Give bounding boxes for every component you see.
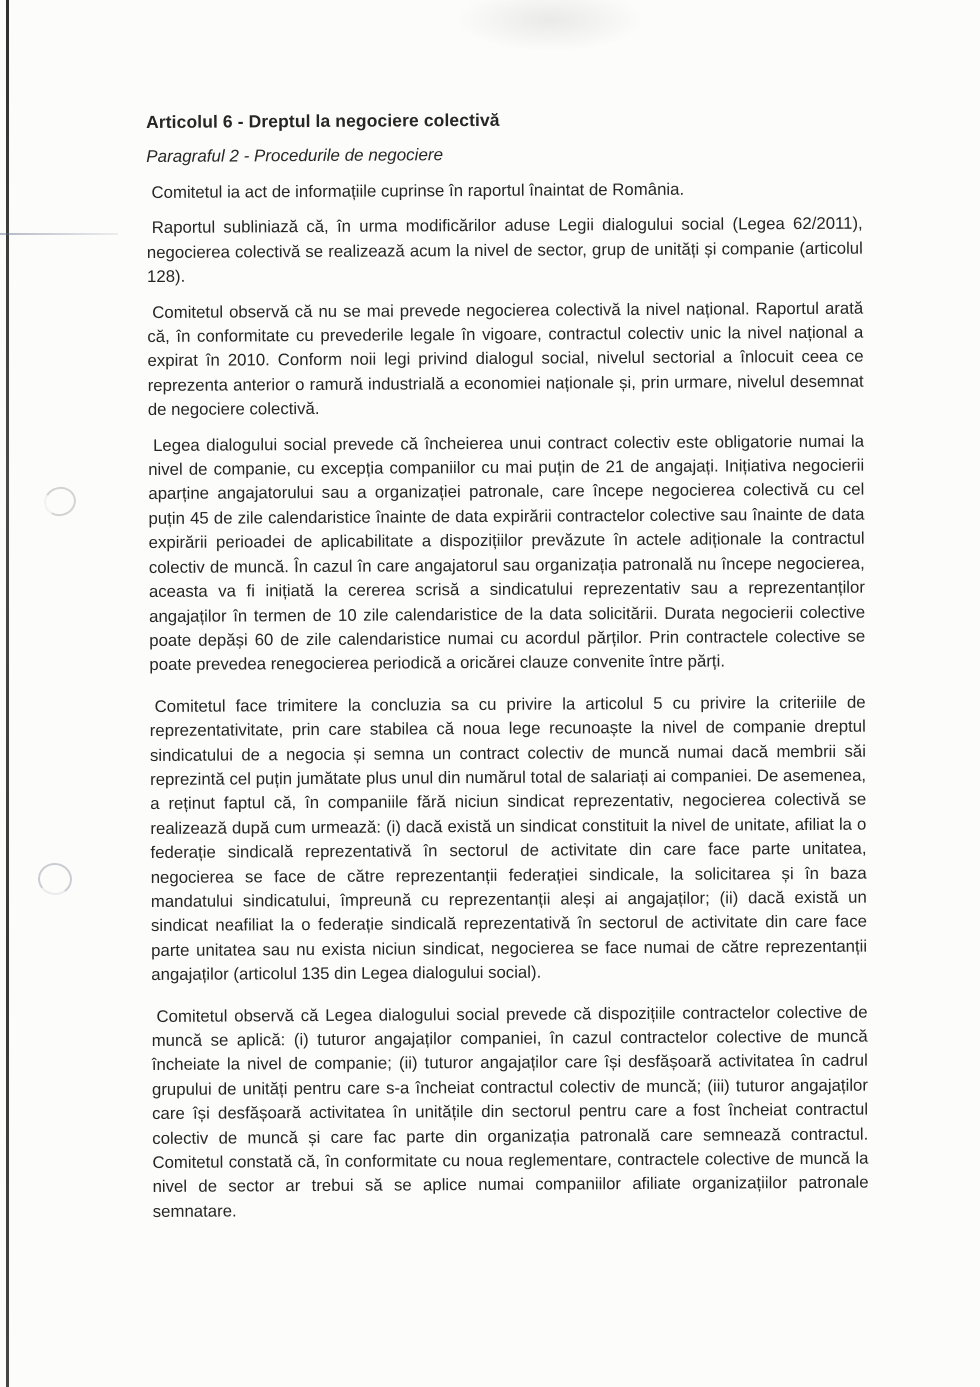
paragraph-social-dialogue-law: Legea dialogului social prevede că încheierea unui contract colectiv este obligatorie numai la nivel de companie, cu excepția companiilor cu mai puțin de 21 de angajați. Inițiativa negocierii aparține angajatorului sau a organizației patronale, care începe negocierea colectivă cu cel puțin 45 de zile calendaristice înainte de data expirării contractelor colective sau înainte de data expirării perioadei de aplicabilitate a dispozițiilor prevăzute în actele adiționale la contractul colectiv de muncă. În cazul în care angajatorul sau organizația patronală nu începe negocierea, aceasta va fi inițiată la cererea scrisă a sindicatului reprezentativ sau a reprezentanților angajaților în termen de 10 zile calendaristice de la data solicitării. Durata negocierii colective poate depăși 60 de zile calendaristice numai cu acordul părților. Prin contractele colective se poate prevedea renegocierea periodică a oricărei clauze convenite între părți.	[148, 431, 866, 675]
document-content	[146, 108, 869, 1236]
hole-punch-bottom	[36, 861, 74, 897]
scan-artifact-line	[0, 233, 118, 235]
paragraph-acknowledgement: Comitetul ia act de informațiile cuprinse în raportul înaintat de România.	[151, 179, 685, 202]
document-title: Articolul 6 - Dreptul la negociere colectivă	[146, 109, 500, 132]
paragraph-representativeness: Comitetul face trimitere la concluzia sa cu privire la articolul 5 cu privire la criteriile de reprezentativitate, prin care stabilea că noua lege recunoaște la nivel de companie dreptul sindicatului de a negocia și semna un contract colectiv de muncă numai dacă membrii săi reprezintă cel puțin jumătate plus unul din numărul total de salariați ai companiei. De asemenea, a reținut faptul că, în companiile fără niciun sindicat reprezentativ, negocierea colectivă se realizează după cum urmează: (i) dacă există un sindicat constituit la nivel de unitate, afiliat la o federație sindicală reprezentativă în sectorul de activitate din care face parte unitatea, negocierea se face de către reprezentanții federației sindicale, la solicitarea și în baza mandatului sindicatului, împreună cu reprezentanții aleși ai angajaților; (ii) dacă există un sindicat neafiliat la o federație sindicală reprezentativă în sectorul de activitate din care face parte unitatea sau nu exista niciun sindicat, negocierea se face numai de către reprezentanții angajaților (articolul 135 din Legea dialogului social).	[149, 692, 868, 985]
hole-punch-top	[41, 484, 79, 520]
document-subtitle: Paragraful 2 - Procedurile de negociere	[146, 145, 444, 166]
paragraph-national-level: Comitetul observă că nu se mai prevede negocierea colectivă la nivel național. Raportul arată că, în conformitate cu prevederile legale în vigoare, contractul colectiv unic la nivel național a expirat în 2010. Conform noii legi privind dialogul social, nivelul sectorial a înlocuit ceea ce reprezenta anterior o ramură industrială a economiei naționale și, prin urmare, nivelul desemnat de negociere colectivă.	[147, 298, 864, 420]
scan-edge-line	[6, 0, 9, 1387]
scan-smudge	[455, 0, 645, 52]
paragraph-report-summary: Raportul subliniază că, în urma modificărilor aduse Legii dialogului social (Legea 62/2011), negocierea colectivă se realizează acum la nivel de sector, grup de unități și companie (articolul 128).	[146, 214, 863, 287]
paragraph-application-scope: Comitetul observă că Legea dialogului social prevede că dispozițiile contractelor colective de muncă se aplică: (i) tuturor angajaților companiei, în cazul contractelor colective de muncă încheiate la nivel de companie; (ii) tuturor angajaților care își desfășoară activitatea în cadrul grupului de unități pentru care s-a încheiat contractul colectiv de muncă; (iii) tuturor angajaților care își desfășoară activitatea în unitățile din sectorul pentru care a fost încheiat contractul colectiv de muncă și care fac parte din organizația patronală care semnează contractul. Comitetul constată că, în conformitate cu noua reglementare, contractele colective de muncă la nivel de sector ar trebui să se aplice numai companiilor afiliate organizațiilor patronale semnatare.	[151, 1002, 869, 1221]
